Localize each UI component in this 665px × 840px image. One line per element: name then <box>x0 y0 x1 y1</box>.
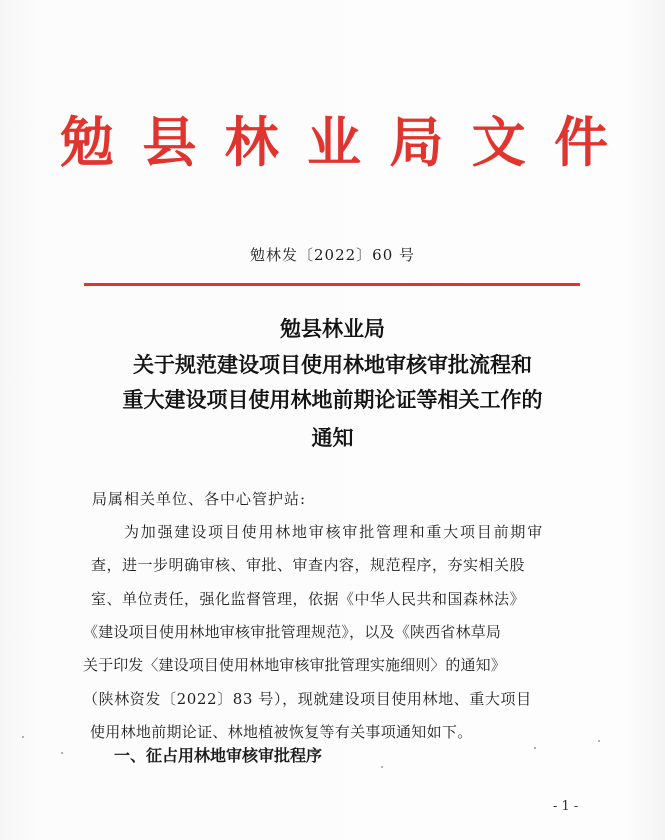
agency-header-char: 勉 <box>60 110 114 174</box>
agency-header-char: 文 <box>471 110 526 174</box>
body-text-line: 查，进一步明确审核、审批、审查内容，规范程序，夯实相关股 <box>91 556 526 574</box>
scan-speck <box>61 752 63 754</box>
body-text-line: 关于印发〈建设项目使用林地审核审批管理实施细则〉的通知》 <box>83 656 506 674</box>
agency-header <box>60 112 608 172</box>
body-text-line: 为加强建设项目使用林地审核审批管理和重大项目前期审 <box>124 523 545 541</box>
salutation: 局属相关单位、各中心管护站: <box>92 490 307 508</box>
body-text-line: 室、单位责任，强化监督管理，依据《中华人民共和国森林法》 <box>91 590 526 608</box>
scan-speck <box>534 747 536 749</box>
body-text-line: 使用林地前期论证、林地植被恢复等有关事项通知如下。 <box>90 723 473 741</box>
scan-speck <box>381 766 383 768</box>
agency-header-char: 业 <box>306 110 361 174</box>
red-divider-line <box>84 283 580 286</box>
agency-header-char: 林 <box>224 110 279 174</box>
title-line: 勉县林业局 <box>280 316 385 341</box>
body-text-line: （陕林资发〔2022〕83 号），现就建设项目使用林地、重大项目 <box>83 690 532 708</box>
agency-header-char: 局 <box>389 110 444 174</box>
section-heading: 一、征占用林地审核审批程序 <box>114 746 323 765</box>
scan-speck <box>598 740 600 742</box>
agency-header-char: 件 <box>553 110 608 174</box>
title-line: 重大建设项目使用林地前期论证等相关工作的 <box>122 387 543 412</box>
title-line: 通知 <box>311 425 354 450</box>
agency-header-char: 县 <box>142 110 197 174</box>
body-text-line: 《建设项目使用林地审核审批管理规范》，以及《陕西省林草局 <box>83 623 502 641</box>
title-line: 关于规范建设项目使用林地审核审批流程和 <box>133 352 532 377</box>
page-number: - 1 - <box>553 799 579 814</box>
scan-speck <box>22 736 24 738</box>
document-number: 勉林发〔2022〕60 号 <box>249 246 416 264</box>
